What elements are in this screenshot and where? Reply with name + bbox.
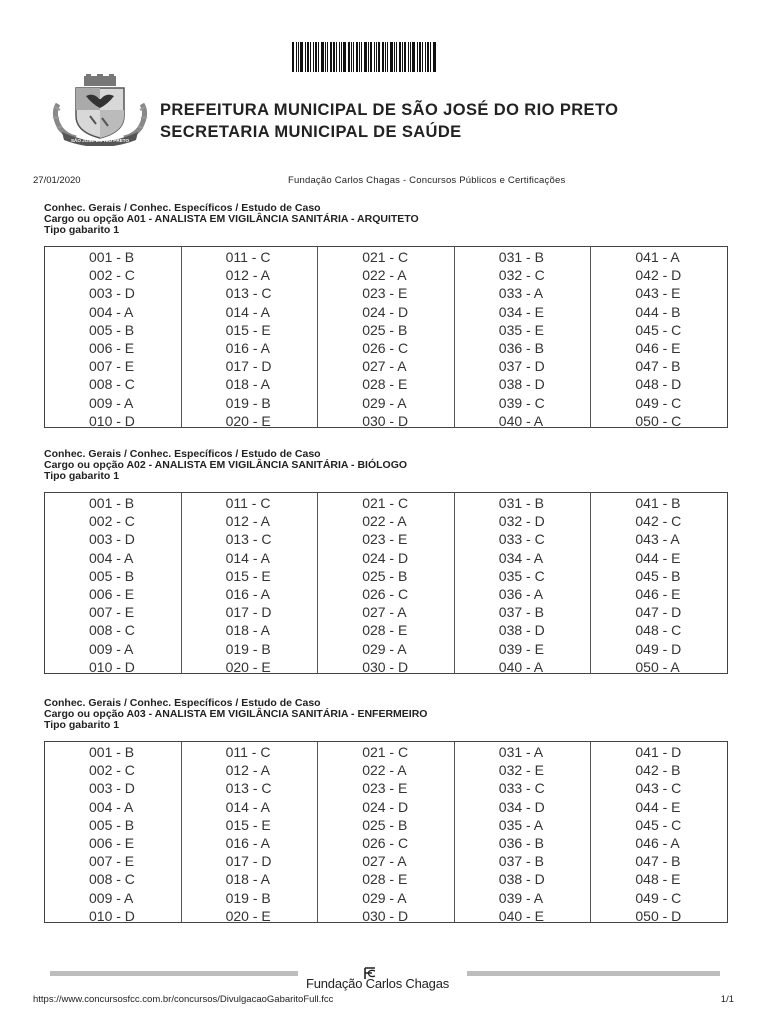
- barcode-bar: [370, 42, 372, 72]
- barcode-bar: [374, 42, 375, 72]
- answer-cell: 040 - A: [498, 412, 544, 429]
- answer-cell: 048 - E: [635, 871, 681, 888]
- answer-cell: 025 - B: [362, 567, 408, 584]
- answer-cell: 016 - A: [225, 835, 270, 852]
- answer-cell: 020 - E: [225, 658, 271, 675]
- answer-cell: 024 - D: [362, 303, 409, 320]
- source-url: https://www.concursosfcc.com.br/concursos/DivulgacaoGabaritoFull.fcc: [33, 994, 334, 1005]
- answer-cell: 044 - B: [635, 303, 681, 320]
- answer-cell: 007 - E: [89, 604, 135, 621]
- answer-cell: 026 - C: [362, 340, 409, 357]
- answer-cell: 005 - B: [89, 567, 135, 584]
- answer-cell: 014 - A: [225, 303, 270, 320]
- answer-cell: 021 - C: [362, 495, 409, 511]
- barcode-bar: [343, 42, 346, 72]
- answer-cell: 037 - B: [498, 604, 544, 621]
- barcode-bar: [425, 42, 426, 72]
- barcode-bar: [359, 42, 360, 72]
- answer-cell: 029 - A: [362, 640, 407, 657]
- barcode-bar: [419, 42, 421, 72]
- section-tipo-gabarito: Tipo gabarito 1: [44, 719, 120, 731]
- section-tipo-gabarito: Tipo gabarito 1: [44, 470, 120, 482]
- answer-cell: 023 - E: [362, 531, 408, 548]
- answer-cell: 015 - E: [225, 816, 271, 833]
- answer-cell: 004 - A: [89, 798, 134, 815]
- barcode-bar: [433, 42, 436, 72]
- answer-cell: 043 - C: [635, 780, 682, 797]
- answer-cell: 022 - A: [362, 267, 407, 284]
- answer-cell: 018 - A: [225, 871, 270, 888]
- barcode-bar: [385, 42, 386, 72]
- answer-cell: 046 - E: [635, 340, 681, 357]
- answer-cell: 025 - B: [362, 321, 408, 338]
- answer-cell: 001 - B: [89, 744, 135, 760]
- section-cargo: Cargo ou opção A01 - ANALISTA EM VIGILÂNCIA SANITÁRIA - ARQUITETO: [44, 213, 419, 225]
- answer-cell: 049 - D: [635, 640, 682, 657]
- barcode-bar: [327, 42, 328, 72]
- answer-cell: 002 - C: [89, 267, 135, 284]
- answer-cell: 050 - D: [635, 907, 682, 924]
- answer-cell: 012 - A: [225, 267, 270, 284]
- barcode-bar: [315, 42, 317, 72]
- crest-banner-text: SÃO JOSÉ DO RIO PRETO: [70, 138, 130, 143]
- barcode-bar: [325, 42, 326, 72]
- barcode-bar: [296, 42, 297, 72]
- answer-cell: 024 - D: [362, 549, 409, 566]
- answer-cell: 032 - C: [498, 267, 545, 284]
- section-tipo-gabarito: Tipo gabarito 1: [44, 224, 120, 236]
- answer-cell: 011 - C: [225, 744, 271, 760]
- barcode-bar: [364, 42, 367, 72]
- answer-cell: 027 - A: [362, 604, 407, 621]
- barcode-bar: [348, 42, 350, 72]
- barcode-bar: [310, 42, 311, 72]
- answer-cell: 014 - A: [225, 798, 270, 815]
- answer-cell: 008 - C: [89, 871, 135, 888]
- answer-cell: 020 - E: [225, 412, 271, 429]
- answer-cell: 049 - C: [635, 889, 682, 906]
- answer-cell: 010 - D: [89, 412, 135, 429]
- answer-cell: 007 - E: [89, 358, 135, 375]
- answer-cell: 034 - E: [498, 303, 544, 320]
- barcode-bar: [321, 42, 324, 72]
- answer-column: [317, 493, 454, 673]
- barcode-bar: [356, 42, 358, 72]
- answer-key-section-a02: [44, 448, 728, 675]
- footer-divider-left: [50, 971, 298, 976]
- barcode-bar: [378, 42, 380, 72]
- answer-cell: 026 - C: [362, 586, 409, 603]
- barcode-bar: [341, 42, 342, 72]
- answer-cell: 013 - C: [225, 285, 272, 302]
- answer-cell: 009 - A: [89, 640, 134, 657]
- answer-cell: 038 - D: [498, 871, 545, 888]
- answer-column: [317, 247, 454, 427]
- answer-cell: 022 - A: [362, 513, 407, 530]
- answer-cell: 006 - E: [89, 835, 135, 852]
- answer-column: [181, 247, 318, 427]
- answer-column: [590, 247, 727, 427]
- answer-column: [590, 493, 727, 673]
- answer-cell: 035 - C: [498, 567, 545, 584]
- barcode-bar: [307, 42, 309, 72]
- answer-cell: 042 - D: [635, 267, 682, 284]
- section-subjects: Conhec. Gerais / Conhec. Específicos / Estudo de Caso: [44, 202, 321, 214]
- answer-cell: 030 - D: [362, 412, 409, 429]
- document-header: [160, 99, 618, 143]
- answer-cell: 043 - A: [635, 531, 680, 548]
- barcode-bar: [300, 42, 303, 72]
- answer-cell: 048 - D: [635, 376, 682, 393]
- barcode-bar: [390, 42, 393, 72]
- answer-cell: 032 - D: [498, 513, 545, 530]
- answer-cell: 012 - A: [225, 762, 270, 779]
- barcode-bar: [353, 42, 354, 72]
- organization-line: Fundação Carlos Chagas - Concursos Públicos e Certificações: [288, 175, 566, 186]
- answer-cell: 003 - D: [89, 531, 135, 548]
- answer-cell: 031 - A: [498, 744, 544, 760]
- fcc-logo-text: Fundação Carlos Chagas: [306, 976, 450, 991]
- answer-cell: 039 - A: [498, 889, 544, 906]
- barcode-bar: [394, 42, 395, 72]
- answer-cell: 025 - B: [362, 816, 408, 833]
- answer-cell: 018 - A: [225, 622, 270, 639]
- answer-cell: 015 - E: [225, 321, 271, 338]
- answer-cell: 047 - B: [635, 853, 681, 870]
- barcode-bar: [305, 42, 306, 72]
- section-cargo: Cargo ou opção A03 - ANALISTA EM VIGILÂNCIA SANITÁRIA - ENFERMEIRO: [44, 708, 428, 720]
- answer-cell: 034 - D: [498, 798, 545, 815]
- answer-cell: 010 - D: [89, 907, 135, 924]
- barcode-bar: [408, 42, 409, 72]
- answer-cell: 004 - A: [89, 303, 134, 320]
- answer-cell: 027 - A: [362, 853, 407, 870]
- answer-cell: 003 - D: [89, 285, 135, 302]
- answer-cell: 023 - E: [362, 285, 408, 302]
- answer-column: [181, 742, 318, 922]
- answer-cell: 011 - C: [225, 495, 271, 511]
- answer-cell: 011 - C: [225, 249, 271, 265]
- answer-cell: 019 - B: [225, 640, 271, 657]
- answer-cell: 003 - D: [89, 780, 135, 797]
- barcode-bar: [399, 42, 401, 72]
- answer-cell: 032 - E: [498, 762, 544, 779]
- answer-cell: 031 - B: [498, 249, 544, 265]
- answer-cell: 029 - A: [362, 889, 407, 906]
- barcode-bar: [368, 42, 369, 72]
- header-secretaria: SECRETARIA MUNICIPAL DE SAÚDE: [160, 123, 462, 141]
- answer-cell: 037 - B: [498, 853, 544, 870]
- answer-column: [45, 493, 181, 673]
- answer-cell: 033 - A: [498, 285, 544, 302]
- barcode-bar: [376, 42, 377, 72]
- answer-cell: 036 - A: [498, 586, 544, 603]
- answer-cell: 033 - C: [498, 780, 545, 797]
- answer-cell: 017 - D: [225, 358, 272, 375]
- answer-cell: 050 - C: [635, 412, 682, 429]
- answer-cell: 039 - C: [498, 394, 545, 411]
- answer-cell: 020 - E: [225, 907, 271, 924]
- barcode-bar: [387, 42, 388, 72]
- barcode-bar: [427, 42, 429, 72]
- answer-cell: 043 - E: [635, 285, 681, 302]
- answer-cell: 030 - D: [362, 907, 409, 924]
- barcode-bar: [430, 42, 431, 72]
- barcode-bar: [336, 42, 337, 72]
- section-cargo: Cargo ou opção A02 - ANALISTA EM VIGILÂNCIA SANITÁRIA - BIÓLOGO: [44, 459, 408, 471]
- answer-cell: 023 - E: [362, 780, 408, 797]
- answer-cell: 012 - A: [225, 513, 270, 530]
- answer-grid: [44, 492, 728, 674]
- answer-cell: 005 - B: [89, 816, 135, 833]
- answer-cell: 024 - D: [362, 798, 409, 815]
- answer-cell: 038 - D: [498, 622, 545, 639]
- document-date: 27/01/2020: [33, 175, 81, 186]
- answer-cell: 047 - B: [635, 358, 681, 375]
- answer-cell: 044 - E: [635, 549, 681, 566]
- answer-cell: 045 - C: [635, 816, 682, 833]
- answer-cell: 019 - B: [225, 394, 271, 411]
- answer-column: [590, 742, 727, 922]
- answer-cell: 034 - A: [498, 549, 544, 566]
- answer-column: [454, 247, 591, 427]
- answer-cell: 039 - E: [498, 640, 544, 657]
- answer-cell: 042 - C: [635, 513, 682, 530]
- answer-cell: 045 - B: [635, 567, 681, 584]
- answer-cell: 013 - C: [225, 780, 272, 797]
- barcode-bar: [361, 42, 362, 72]
- answer-cell: 035 - E: [498, 321, 544, 338]
- answer-cell: 013 - C: [225, 531, 272, 548]
- answer-cell: 045 - C: [635, 321, 682, 338]
- answer-cell: 021 - C: [362, 249, 409, 265]
- barcode-bar: [330, 42, 332, 72]
- answer-column: [454, 493, 591, 673]
- answer-cell: 001 - B: [89, 495, 135, 511]
- barcode-bar: [402, 42, 403, 72]
- answer-cell: 030 - D: [362, 658, 409, 675]
- answer-column: [454, 742, 591, 922]
- answer-column: [181, 493, 318, 673]
- barcode: [292, 42, 474, 72]
- answer-cell: 050 - A: [635, 658, 680, 675]
- answer-cell: 017 - D: [225, 853, 272, 870]
- answer-cell: 047 - D: [635, 604, 682, 621]
- answer-key-section-a03: [44, 697, 728, 924]
- barcode-bar: [382, 42, 384, 72]
- answer-cell: 008 - C: [89, 376, 135, 393]
- answer-cell: 019 - B: [225, 889, 271, 906]
- header-prefeitura: PREFEITURA MUNICIPAL DE SÃO JOSÉ DO RIO PRETO: [160, 101, 619, 119]
- section-subjects: Conhec. Gerais / Conhec. Específicos / Estudo de Caso: [44, 697, 321, 709]
- answer-cell: 001 - B: [89, 249, 135, 265]
- answer-cell: 016 - A: [225, 586, 270, 603]
- section-subjects: Conhec. Gerais / Conhec. Específicos / Estudo de Caso: [44, 448, 321, 460]
- barcode-bar: [292, 42, 294, 72]
- answer-cell: 027 - A: [362, 358, 407, 375]
- barcode-bar: [298, 42, 299, 72]
- answer-cell: 015 - E: [225, 567, 271, 584]
- page-number: 1/1: [720, 994, 734, 1005]
- answer-cell: 041 - A: [635, 249, 680, 265]
- barcode-bar: [412, 42, 415, 72]
- answer-cell: 014 - A: [225, 549, 270, 566]
- answer-cell: 036 - B: [498, 835, 544, 852]
- answer-grid: [44, 246, 728, 428]
- answer-cell: 009 - A: [89, 394, 134, 411]
- answer-cell: 036 - B: [498, 340, 544, 357]
- answer-cell: 044 - E: [635, 798, 681, 815]
- answer-cell: 009 - A: [89, 889, 134, 906]
- answer-cell: 049 - C: [635, 394, 682, 411]
- barcode-bar: [404, 42, 406, 72]
- barcode-bar: [333, 42, 335, 72]
- answer-column: [317, 742, 454, 922]
- coat-of-arms-icon: [50, 74, 150, 146]
- answer-cell: 033 - C: [498, 531, 545, 548]
- answer-cell: 035 - A: [498, 816, 544, 833]
- answer-column: [45, 247, 181, 427]
- answer-cell: 028 - E: [362, 376, 408, 393]
- answer-cell: 016 - A: [225, 340, 270, 357]
- answer-cell: 010 - D: [89, 658, 135, 675]
- answer-cell: 021 - C: [362, 744, 409, 760]
- fcc-logo: [306, 966, 462, 992]
- answer-cell: 006 - E: [89, 586, 135, 603]
- answer-grid: [44, 741, 728, 923]
- barcode-bar: [339, 42, 340, 72]
- answer-cell: 002 - C: [89, 513, 135, 530]
- answer-cell: 002 - C: [89, 762, 135, 779]
- barcode-bar: [396, 42, 397, 72]
- answer-cell: 022 - A: [362, 762, 407, 779]
- answer-cell: 028 - E: [362, 622, 408, 639]
- answer-cell: 041 - B: [635, 495, 681, 511]
- answer-cell: 042 - B: [635, 762, 681, 779]
- answer-cell: 048 - C: [635, 622, 682, 639]
- answer-cell: 038 - D: [498, 376, 545, 393]
- answer-cell: 006 - E: [89, 340, 135, 357]
- answer-column: [45, 742, 181, 922]
- answer-cell: 007 - E: [89, 853, 135, 870]
- answer-cell: 037 - D: [498, 358, 545, 375]
- answer-cell: 017 - D: [225, 604, 272, 621]
- answer-cell: 046 - A: [635, 835, 680, 852]
- barcode-bar: [410, 42, 411, 72]
- answer-cell: 026 - C: [362, 835, 409, 852]
- barcode-bar: [422, 42, 423, 72]
- barcode-bar: [318, 42, 319, 72]
- answer-cell: 028 - E: [362, 871, 408, 888]
- answer-cell: 046 - E: [635, 586, 681, 603]
- footer-divider-right: [467, 971, 720, 976]
- answer-cell: 029 - A: [362, 394, 407, 411]
- barcode-bar: [417, 42, 418, 72]
- barcode-bar: [313, 42, 314, 72]
- barcode-bar: [351, 42, 352, 72]
- answer-key-section-a01: [44, 202, 728, 429]
- answer-cell: 041 - D: [635, 744, 682, 760]
- answer-cell: 040 - E: [498, 907, 544, 924]
- answer-cell: 018 - A: [225, 376, 270, 393]
- answer-cell: 005 - B: [89, 321, 135, 338]
- answer-cell: 040 - A: [498, 658, 544, 675]
- answer-cell: 004 - A: [89, 549, 134, 566]
- answer-cell: 008 - C: [89, 622, 135, 639]
- answer-cell: 031 - B: [498, 495, 544, 511]
